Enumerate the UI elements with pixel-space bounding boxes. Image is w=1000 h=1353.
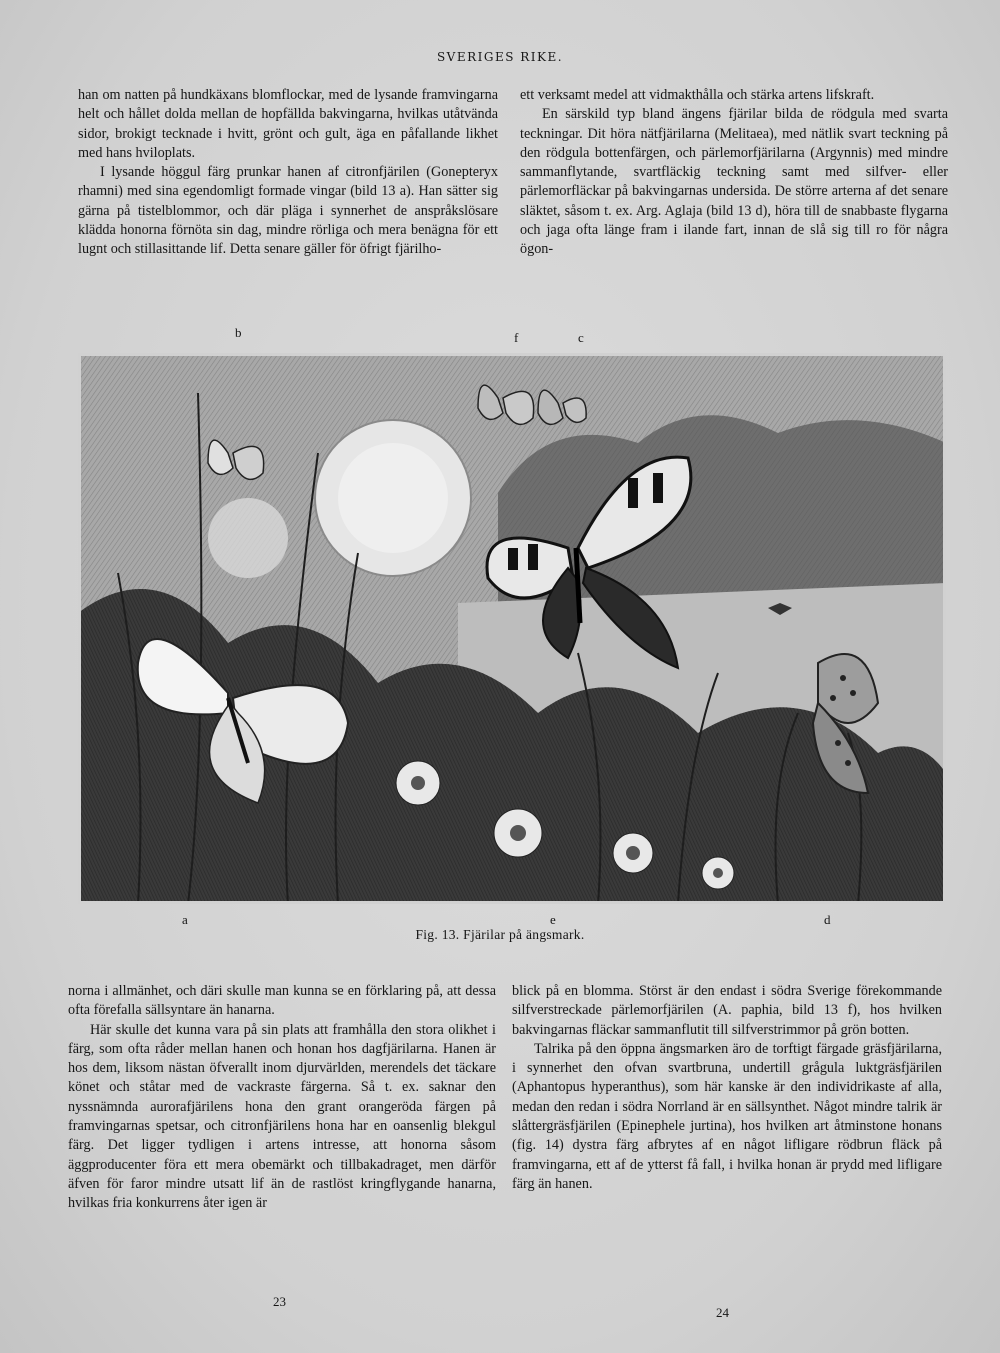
paragraph: norna i allmänhet, och däri skulle man kunna se en förklaring på, att dessa ofta förefalla sällsyntare än hanarna. bbox=[68, 983, 496, 1019]
page-number-right: 24 bbox=[716, 1305, 729, 1320]
paragraph: En särskild typ bland ängens fjärilar bilda de rödgula med svarta teckningar. Dit höra nätfjärilarna (Melitaea), med nätlik svart teckning på den rödgula bottenfärgen, och pärlemorfjärilarna (Argynnis) med mindre sammanflytande, svartfläckig teckning samt med silfver- eller pärlemorfläckar på bakvingarnas undersida. De större arterna af det senare släktet, såsom t. ex. Arg. Aglaja (bild 13 d), höra till de snabbaste flygarna och jaga ofta länge fram i ilande fart, innan de slå sig till ro för några ögon- bbox=[520, 106, 948, 258]
running-head: SVERIGES RIKE. bbox=[436, 50, 564, 64]
figure-letter-c: c bbox=[578, 330, 584, 345]
paragraph: han om natten på hundkäxans blomflockar, med de lysande framvingarna helt och hållet dolda mellan de hopfällda bakvingarna, hvilkas utåtvända sidor, brokigt tecknade i hvitt, grönt och gult, äga en påfallande likhet med hans hviloplats. bbox=[78, 87, 498, 161]
figure-letter-d: d bbox=[824, 912, 831, 927]
figure-letter-a: a bbox=[182, 912, 188, 927]
caption-text: Fig. 13. Fjärilar på ängsmark. bbox=[415, 927, 585, 942]
paragraph: I lysande höggul färg prunkar hanen af citronfjärilen (Gonepteryx rhamni) med sina egendomligt formade vingar (bild 13 a). Han sätter sig gärna på tistelblommor, och där pläga i synnerhet de anspråkslösare klädda honorna förnöta sin dag, mindre rörliga och mera benägna för ett lugnt och stillasittande lif. Detta senare gäller för öfrigt fjärilho- bbox=[78, 164, 498, 258]
figure-caption bbox=[0, 927, 1000, 943]
bottom-left-column bbox=[68, 982, 496, 1214]
top-right-column bbox=[520, 86, 948, 260]
paragraph: blick på en blomma. Störst är den endast i södra Sverige förekommande silfverstreckade pärlemorfjärilen (A. paphia, bild 13 f), hos hvilken bakvingarnas fläckar sammanflutit till silfverstrimmor på grön botten. bbox=[512, 983, 942, 1038]
figure-letter-f: f bbox=[514, 330, 519, 345]
page-number-left: 23 bbox=[273, 1294, 286, 1309]
figure-letter-e: e bbox=[550, 912, 556, 927]
paragraph: ett verksamt medel att vidmakthålla och stärka artens lifskraft. bbox=[520, 87, 875, 103]
engraving-illustration bbox=[78, 353, 946, 904]
top-left-column bbox=[78, 86, 498, 260]
paragraph: Talrika på den öppna ängsmarken äro de torftigt färgade gräsfjärilarna, i synnerhet den ofvan svartbruna, undertill grågula luktgräsfjärilen (Aphantopus hyperanthus), som här kanske är den individrikaste af alla, medan den redan i södra Norrland är en sällsynthet. Något mindre talrik är slåttergräsfjärilen (Epinephele jurtina), hos hvilken art åtminstone honans (fig. 14) dystra färg afbrytes af en något lifligare rödbrun fläck på framvingarna, ett af de ytterst få fall, i hvilka honan är prydd med lifligare färg än hanen. bbox=[512, 1040, 942, 1192]
figure-letter-b: b bbox=[235, 325, 242, 340]
bottom-right-column bbox=[512, 982, 942, 1194]
paragraph: Här skulle det kunna vara på sin plats att framhålla den stora olikhet i färg, som ofta råder mellan hanen och honan hos dagfjärilarna. Hanen är hos dem, liksom nästan öfverallt inom djurvärlden, merendels det täckare könet och ståtar med de vackraste färgerna. Så t. ex. saknar den nyssnämnda aurorafjärilens hona den grant orangeröda färgen på framvingarnas spetsar, och citronfjärilens hona har en oansenlig blekgul färg. Det ligger tydligen i artens intresse, att honorna såsom äggproducenter föra ett mera obemärkt och tillbakadraget, men därför äfven för faror mindre utsatt lif än de rastlöst kringflygande hanarna, hvilkas fria konkurrens åter igen är bbox=[68, 1021, 496, 1212]
